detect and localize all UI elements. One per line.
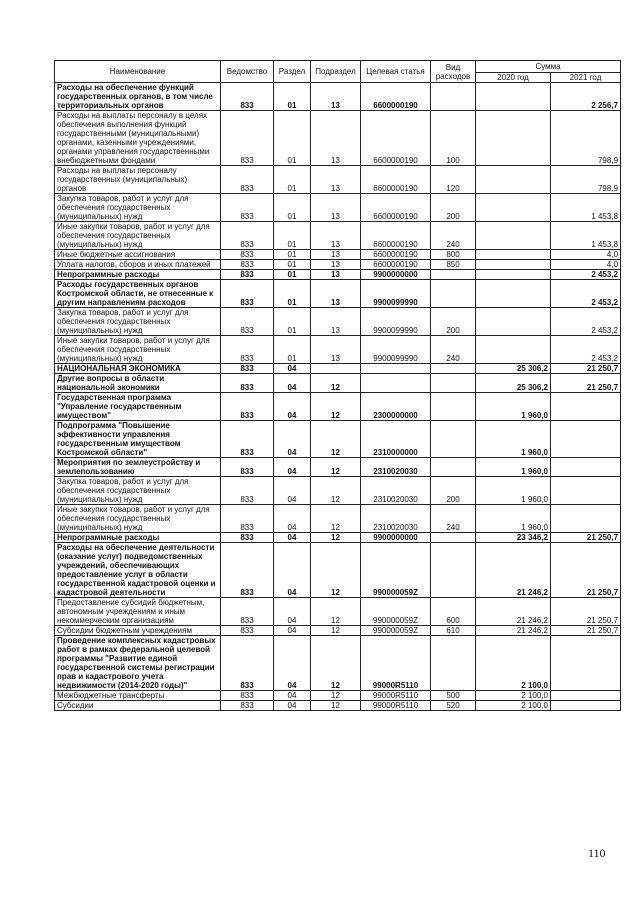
cell-s2021: 2 256,7: [551, 83, 621, 111]
cell-s2020: [476, 280, 551, 308]
cell-target: 2310000000: [361, 421, 431, 458]
cell-target: 2310020030: [361, 477, 431, 505]
cell-name: Непрограммные расходы: [55, 533, 221, 543]
header-vedomstvo: Ведомство: [221, 61, 274, 83]
cell-s2021: 21 250,7: [551, 533, 621, 543]
cell-name: Закупка товаров, работ и услуг для обеспечения государственных (муниципальных) нужд: [55, 194, 221, 222]
table-row: [55, 364, 621, 374]
cell-podr: 13: [311, 194, 361, 222]
cell-vid: [431, 636, 476, 691]
cell-ved: 833: [221, 111, 274, 166]
cell-name: Проведение комплексных кадастровых работ в рамках федеральной целевой программы "Развитие единой государственной системы регистрации прав и кадастрового учета недвижимости (2014-2020 годы)": [55, 636, 221, 691]
table-row: [55, 421, 621, 458]
cell-ved: 833: [221, 505, 274, 533]
cell-s2021: [551, 701, 621, 711]
cell-podr: 12: [311, 598, 361, 626]
cell-ved: 833: [221, 374, 274, 393]
page-number: 110: [588, 846, 606, 860]
cell-name: Закупка товаров, работ и услуг для обеспечения государственных (муниципальных) нужд: [55, 477, 221, 505]
cell-vid: 240: [431, 505, 476, 533]
cell-vid: [431, 83, 476, 111]
cell-razd: 01: [274, 83, 311, 111]
cell-s2021: [551, 421, 621, 458]
cell-s2020: 21 246,2: [476, 626, 551, 636]
cell-target: 2310020030: [361, 458, 431, 477]
cell-s2020: [476, 270, 551, 280]
cell-ved: 833: [221, 421, 274, 458]
cell-ved: 833: [221, 636, 274, 691]
cell-target: [361, 374, 431, 393]
cell-podr: 13: [311, 270, 361, 280]
cell-vid: 520: [431, 701, 476, 711]
cell-target: 6600000190: [361, 222, 431, 250]
cell-vid: 850: [431, 260, 476, 270]
cell-target: 6600000190: [361, 194, 431, 222]
header-target: Целевая статья: [361, 61, 431, 83]
table-row: [55, 505, 621, 533]
cell-s2021: 4,0: [551, 250, 621, 260]
cell-vid: 610: [431, 626, 476, 636]
cell-razd: 01: [274, 250, 311, 260]
cell-s2021: 21 250,7: [551, 364, 621, 374]
cell-name: Расходы на обеспечение функций государственных органов, в том числе территориальных органов: [55, 83, 221, 111]
cell-podr: 12: [311, 374, 361, 393]
table-row: [55, 83, 621, 111]
cell-podr: 13: [311, 250, 361, 260]
cell-target: 99000R5110: [361, 636, 431, 691]
table-row: [55, 626, 621, 636]
cell-target: 9900099990: [361, 280, 431, 308]
cell-ved: 833: [221, 477, 274, 505]
cell-name: Расходы на выплаты персоналу в целях обеспечения выполнения функций государственными (муниципальными) органами, казенными учреждениями, органами управления государственными внебюджетными фондами: [55, 111, 221, 166]
cell-ved: 833: [221, 222, 274, 250]
table-row: [55, 701, 621, 711]
cell-ved: 833: [221, 691, 274, 701]
table-row: [55, 270, 621, 280]
cell-target: 6600000190: [361, 260, 431, 270]
cell-s2021: 2 453,2: [551, 280, 621, 308]
cell-podr: [311, 364, 361, 374]
cell-s2021: 4,0: [551, 260, 621, 270]
cell-name: Субсидии: [55, 701, 221, 711]
cell-s2021: 2 453,2: [551, 336, 621, 364]
cell-ved: 833: [221, 364, 274, 374]
cell-ved: 833: [221, 280, 274, 308]
cell-podr: 13: [311, 83, 361, 111]
table-row: [55, 280, 621, 308]
cell-podr: 13: [311, 166, 361, 194]
cell-target: 6600000190: [361, 83, 431, 111]
cell-name: Иные бюджетные ассигнования: [55, 250, 221, 260]
table-row: [55, 111, 621, 166]
cell-vid: [431, 270, 476, 280]
cell-target: 6600000190: [361, 166, 431, 194]
cell-s2020: [476, 83, 551, 111]
cell-target: 990000059Z: [361, 598, 431, 626]
cell-ved: 833: [221, 308, 274, 336]
cell-s2020: 1 960,0: [476, 421, 551, 458]
cell-s2021: [551, 458, 621, 477]
cell-podr: 13: [311, 280, 361, 308]
header-name: Наименование: [55, 61, 221, 83]
cell-name: Подпрограмма "Повышение эффективности управления государственным имуществом Костромской области": [55, 421, 221, 458]
cell-podr: 12: [311, 458, 361, 477]
table-row: [55, 691, 621, 701]
cell-target: 990000059Z: [361, 543, 431, 598]
cell-name: Закупка товаров, работ и услуг для обеспечения государственных (муниципальных) нужд: [55, 308, 221, 336]
cell-ved: 833: [221, 393, 274, 421]
cell-vid: 100: [431, 111, 476, 166]
cell-vid: 240: [431, 222, 476, 250]
budget-table: [54, 60, 621, 711]
cell-razd: 04: [274, 533, 311, 543]
cell-name: Иные закупки товаров, работ и услуг для обеспечения государственных (муниципальных) нужд: [55, 505, 221, 533]
cell-s2020: 2 100,0: [476, 701, 551, 711]
header-vid: Вид расходов: [431, 61, 476, 83]
cell-s2020: 1 960,0: [476, 505, 551, 533]
cell-s2020: 25 306,2: [476, 374, 551, 393]
cell-razd: 04: [274, 543, 311, 598]
cell-podr: 12: [311, 533, 361, 543]
cell-ved: 833: [221, 194, 274, 222]
cell-vid: [431, 374, 476, 393]
cell-name: Расходы государственных органов Костромской области, не отнесенные к другим направлениям расходов: [55, 280, 221, 308]
cell-razd: 04: [274, 691, 311, 701]
cell-s2021: 1 453,8: [551, 222, 621, 250]
cell-s2020: [476, 250, 551, 260]
cell-vid: [431, 280, 476, 308]
cell-podr: 12: [311, 393, 361, 421]
table-row: [55, 533, 621, 543]
cell-podr: 13: [311, 308, 361, 336]
cell-name: Государственная программа "Управление государственным имуществом": [55, 393, 221, 421]
cell-vid: [431, 543, 476, 598]
table-body: [55, 83, 621, 711]
cell-s2020: 2 100,0: [476, 691, 551, 701]
cell-razd: 01: [274, 308, 311, 336]
cell-target: 99000R5110: [361, 691, 431, 701]
cell-razd: 01: [274, 194, 311, 222]
cell-razd: 04: [274, 598, 311, 626]
cell-razd: 01: [274, 270, 311, 280]
cell-razd: 01: [274, 336, 311, 364]
cell-vid: 800: [431, 250, 476, 260]
header-2020: 2020 год: [476, 73, 551, 83]
cell-s2020: [476, 166, 551, 194]
table-header: [55, 61, 621, 83]
cell-podr: 12: [311, 691, 361, 701]
cell-s2020: [476, 222, 551, 250]
cell-vid: [431, 393, 476, 421]
cell-s2020: 21 246,2: [476, 543, 551, 598]
cell-s2020: 23 346,2: [476, 533, 551, 543]
cell-ved: 833: [221, 626, 274, 636]
cell-podr: 12: [311, 421, 361, 458]
cell-ved: 833: [221, 336, 274, 364]
table-row: [55, 477, 621, 505]
cell-razd: 04: [274, 393, 311, 421]
cell-ved: 833: [221, 533, 274, 543]
table-row: [55, 222, 621, 250]
cell-target: 9900099990: [361, 336, 431, 364]
cell-podr: 12: [311, 701, 361, 711]
cell-name: Предоставление субсидий бюджетным, автономным учреждениям и иным некоммерческим организациям: [55, 598, 221, 626]
cell-target: 9900000000: [361, 533, 431, 543]
cell-s2020: 1 960,0: [476, 393, 551, 421]
cell-s2020: 1 960,0: [476, 458, 551, 477]
cell-ved: 833: [221, 166, 274, 194]
cell-s2021: 1 453,8: [551, 194, 621, 222]
cell-razd: 01: [274, 111, 311, 166]
cell-name: Иные закупки товаров, работ и услуг для обеспечения государственных (муниципальных) нужд: [55, 222, 221, 250]
cell-podr: 12: [311, 636, 361, 691]
cell-podr: 12: [311, 543, 361, 598]
cell-vid: [431, 533, 476, 543]
cell-s2021: 798,9: [551, 111, 621, 166]
cell-razd: 01: [274, 222, 311, 250]
cell-name: Субсидии бюджетным учреждениям: [55, 626, 221, 636]
cell-podr: 13: [311, 260, 361, 270]
cell-s2021: 21 250,7: [551, 543, 621, 598]
cell-name: НАЦИОНАЛЬНАЯ ЭКОНОМИКА: [55, 364, 221, 374]
cell-target: 2310020030: [361, 505, 431, 533]
cell-s2020: 1 960,0: [476, 477, 551, 505]
table-row: [55, 308, 621, 336]
cell-razd: 04: [274, 701, 311, 711]
cell-vid: [431, 458, 476, 477]
cell-ved: 833: [221, 83, 274, 111]
cell-razd: 04: [274, 626, 311, 636]
cell-name: Непрограммные расходы: [55, 270, 221, 280]
table-row: [55, 260, 621, 270]
cell-s2021: [551, 636, 621, 691]
cell-ved: 833: [221, 701, 274, 711]
cell-ved: 833: [221, 598, 274, 626]
cell-s2021: 21 250,7: [551, 598, 621, 626]
cell-target: 6600000190: [361, 250, 431, 260]
cell-s2020: 2 100,0: [476, 636, 551, 691]
cell-podr: 12: [311, 477, 361, 505]
cell-razd: 04: [274, 477, 311, 505]
cell-s2020: 25 306,2: [476, 364, 551, 374]
cell-podr: 12: [311, 505, 361, 533]
cell-s2021: 798,9: [551, 166, 621, 194]
header-2021: 2021 год: [551, 73, 621, 83]
cell-ved: 833: [221, 260, 274, 270]
cell-s2020: [476, 308, 551, 336]
cell-s2021: 2 453,2: [551, 270, 621, 280]
cell-podr: 13: [311, 336, 361, 364]
cell-s2020: [476, 260, 551, 270]
table-row: [55, 194, 621, 222]
cell-target: 2300000000: [361, 393, 431, 421]
cell-vid: 600: [431, 598, 476, 626]
cell-podr: 13: [311, 222, 361, 250]
cell-vid: 500: [431, 691, 476, 701]
cell-ved: 833: [221, 543, 274, 598]
cell-s2020: [476, 111, 551, 166]
cell-razd: 01: [274, 260, 311, 270]
header-summa: Сумма: [476, 61, 621, 73]
cell-vid: 120: [431, 166, 476, 194]
cell-razd: 01: [274, 166, 311, 194]
header-razdel: Раздел: [274, 61, 311, 83]
table-row: [55, 374, 621, 393]
cell-s2020: [476, 194, 551, 222]
cell-s2021: [551, 477, 621, 505]
cell-name: Уплата налогов, сборов и иных платежей: [55, 260, 221, 270]
cell-name: Межбюджетные трансферты: [55, 691, 221, 701]
table-row: [55, 336, 621, 364]
cell-vid: 240: [431, 336, 476, 364]
cell-s2020: [476, 336, 551, 364]
table-row: [55, 543, 621, 598]
cell-vid: [431, 421, 476, 458]
cell-s2021: 2 453,2: [551, 308, 621, 336]
cell-s2021: [551, 505, 621, 533]
cell-name: Расходы на выплаты персоналу государственных (муниципальных) органов: [55, 166, 221, 194]
cell-name: Расходы на обеспечение деятельности (оказание услуг) подведомственных учреждений, обеспечивающих предоставление услуг в области государственной кадастровой оценки и кадастровой деятельности: [55, 543, 221, 598]
cell-target: [361, 364, 431, 374]
cell-target: 9900099990: [361, 308, 431, 336]
cell-vid: [431, 364, 476, 374]
cell-razd: 04: [274, 364, 311, 374]
table-row: [55, 598, 621, 626]
cell-razd: 01: [274, 280, 311, 308]
cell-s2021: 21 250,7: [551, 374, 621, 393]
cell-target: 99000R5110: [361, 701, 431, 711]
cell-ved: 833: [221, 250, 274, 260]
cell-target: 9900000000: [361, 270, 431, 280]
cell-target: 6600000190: [361, 111, 431, 166]
cell-name: Мероприятия по землеустройству и землепользованию: [55, 458, 221, 477]
cell-vid: 200: [431, 194, 476, 222]
table-row: [55, 636, 621, 691]
table-row: [55, 393, 621, 421]
table-row: [55, 458, 621, 477]
cell-name: Иные закупки товаров, работ и услуг для обеспечения государственных (муниципальных) нужд: [55, 336, 221, 364]
cell-razd: 04: [274, 421, 311, 458]
cell-name: Другие вопросы в области национальной экономики: [55, 374, 221, 393]
cell-razd: 04: [274, 458, 311, 477]
cell-razd: 04: [274, 505, 311, 533]
header-podrazdel: Подраздел: [311, 61, 361, 83]
cell-razd: 04: [274, 636, 311, 691]
cell-ved: 833: [221, 270, 274, 280]
cell-s2021: 21 250,7: [551, 626, 621, 636]
cell-s2021: [551, 691, 621, 701]
table-row: [55, 250, 621, 260]
cell-vid: 200: [431, 308, 476, 336]
cell-vid: 200: [431, 477, 476, 505]
cell-s2021: [551, 393, 621, 421]
cell-target: 990000059Z: [361, 626, 431, 636]
cell-ved: 833: [221, 458, 274, 477]
cell-s2020: 21 246,2: [476, 598, 551, 626]
cell-razd: 04: [274, 374, 311, 393]
cell-podr: 12: [311, 626, 361, 636]
cell-podr: 13: [311, 111, 361, 166]
table-row: [55, 166, 621, 194]
